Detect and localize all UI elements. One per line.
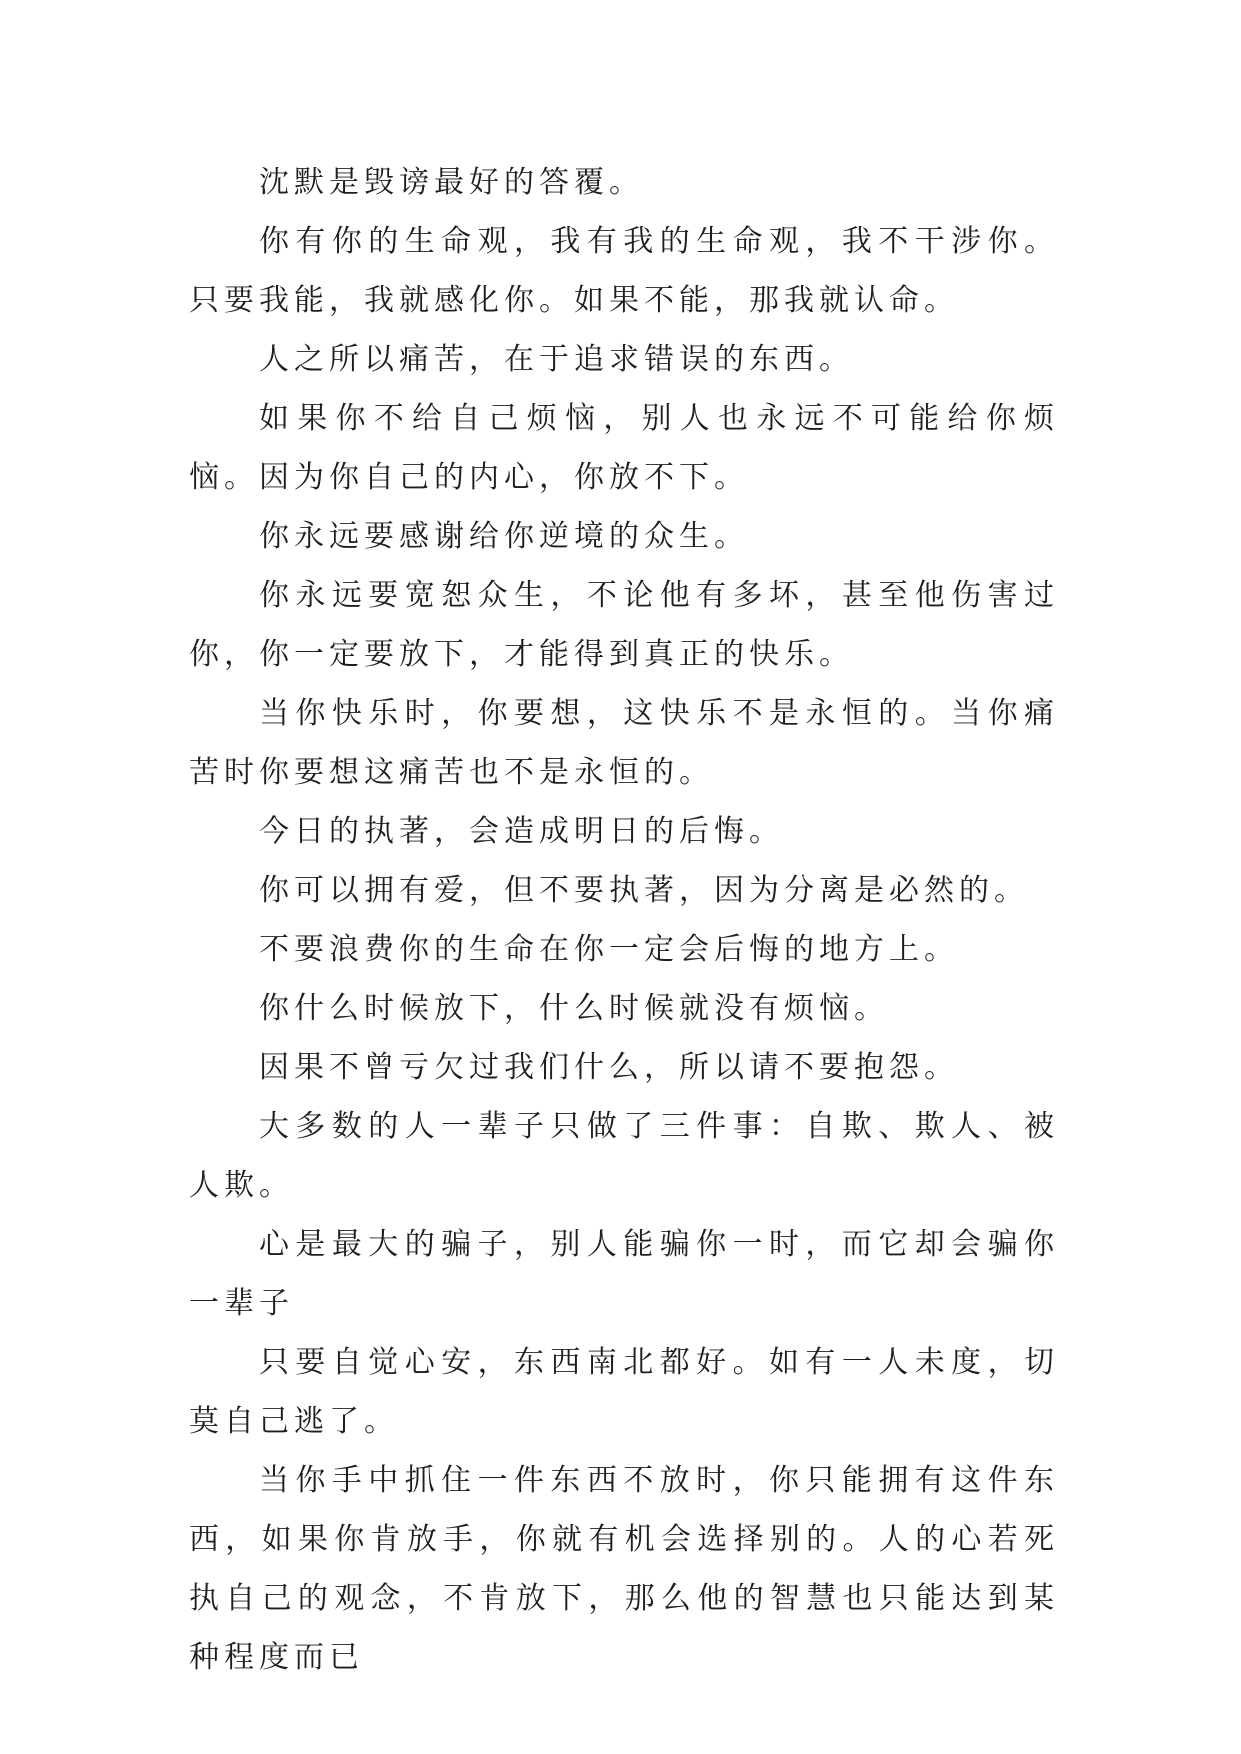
- paragraph: 当你快乐时，你要想，这快乐不是永恒的。当你痛苦时你要想这痛苦也不是永恒的。: [189, 696, 1059, 790]
- paragraph: 如果你不给自己烦恼，别人也永远不可能给你烦恼。因为你自己的内心，你放不下。: [189, 401, 1059, 495]
- paragraph: 当你手中抓住一件东西不放时，你只能拥有这件东西，如果你肯放手，你就有机会选择别的。人的心若死执自己的观念，不肯放下，那么他的智慧也只能达到某种程度而已: [189, 1463, 1059, 1675]
- paragraph: 人之所以痛苦，在于追求错误的东西。: [259, 342, 854, 377]
- paragraph: 今日的执著，会造成明日的后悔。: [259, 814, 784, 849]
- paragraph: 沈默是毁谤最好的答覆。: [259, 165, 644, 200]
- paragraph: 不要浪费你的生命在你一定会后悔的地方上。: [259, 932, 959, 967]
- document-body: [189, 153, 1059, 1687]
- paragraph: 你有你的生命观，我有我的生命观，我不干涉你。只要我能，我就感化你。如果不能，那我就认命。: [189, 224, 1059, 318]
- paragraph: 你什么时候放下，什么时候就没有烦恼。: [259, 991, 889, 1026]
- paragraph: 因果不曾亏欠过我们什么，所以请不要抱怨。: [259, 1050, 959, 1085]
- paragraph: 你永远要宽恕众生，不论他有多坏，甚至他伤害过你，你一定要放下，才能得到真正的快乐。: [189, 578, 1059, 672]
- paragraph: 你永远要感谢给你逆境的众生。: [259, 519, 749, 554]
- paragraph: 心是最大的骗子，别人能骗你一时，而它却会骗你一辈子: [189, 1227, 1059, 1321]
- paragraph: 只要自觉心安，东西南北都好。如有一人未度，切莫自己逃了。: [189, 1345, 1059, 1439]
- paragraph: 大多数的人一辈子只做了三件事：自欺、欺人、被人欺。: [189, 1109, 1059, 1203]
- paragraph: 你可以拥有爱，但不要执著，因为分离是必然的。: [259, 873, 1029, 908]
